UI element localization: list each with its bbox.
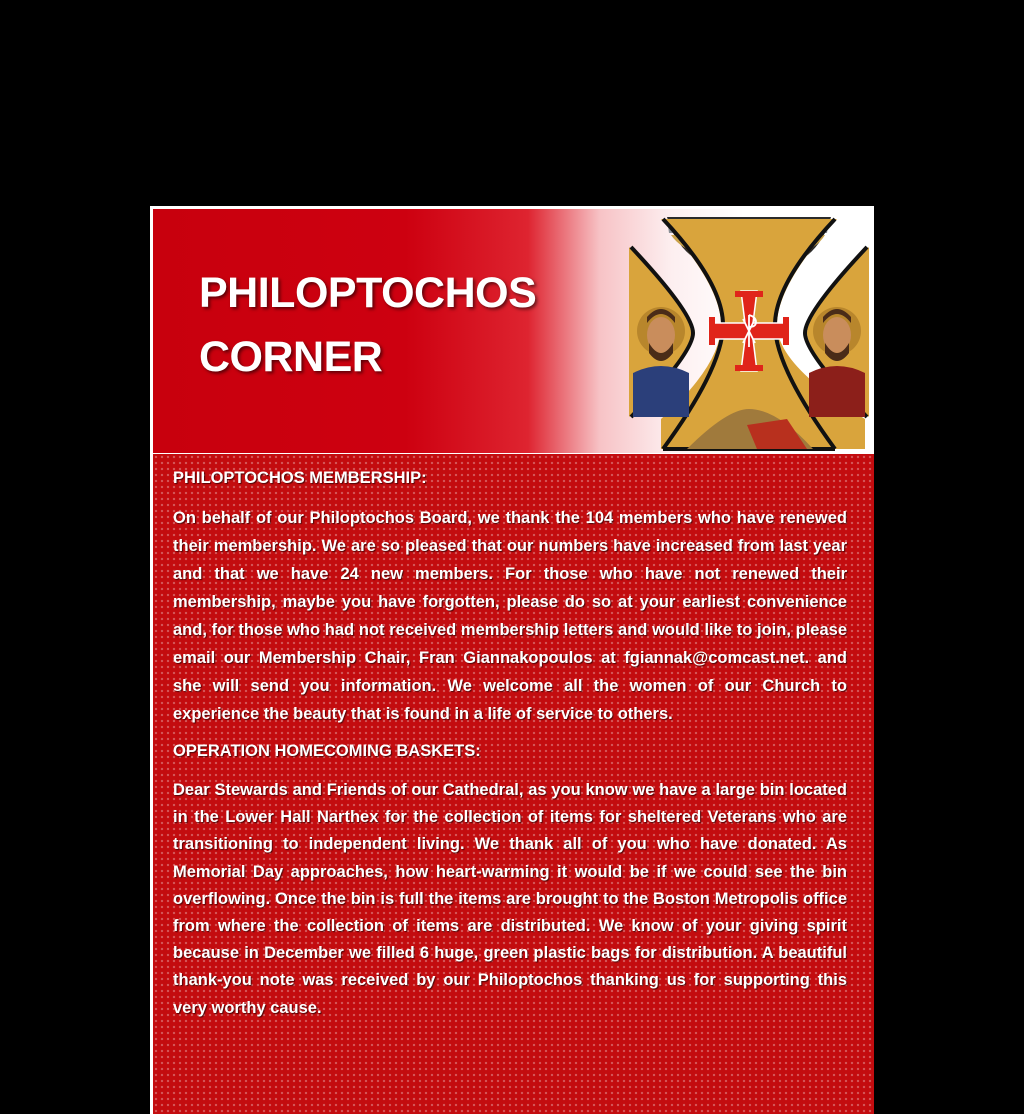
banner-title-line-2: CORNER [199,333,383,381]
byzantine-cross-icon [627,213,871,453]
section-heading-homecoming-baskets: OPERATION HOMECOMING BASKETS: [173,742,481,760]
banner-title [199,261,536,389]
banner [153,209,874,453]
banner-title-line-1: PHILOPTOCHOS [199,269,537,317]
newsletter-page [150,206,874,1114]
section-text-membership: On behalf of our Philoptochos Board, we thank the 104 members who have renewed their membership. We are so pleased that our numbers have increased from last year and that we have 24 new members. For those who have not renewed their membership, maybe you have forgotten, please do so at your earliest convenience and, for those who had not received membership letters and would like to join, please email our Membership Chair, Fran Giannakopoulos at fgiannak@comcast.net. and she will send you information. We welcome all the women of our Church to experience the beauty that is found in a life of service to others. [173,509,847,723]
article-body [153,454,874,1114]
section-text-homecoming-baskets: Dear Stewards and Friends of our Cathedral, as you know we have a large bin located in the Lower Hall Narthex for the collection of items for sheltered Veterans who are transitioning to independent living. We thank all of you who have donated. As Memorial Day approaches, how heart-warming it would be if we could see the bin overflowing. Once the bin is full the items are brought to the Boston Metropolis office from where the collection of items are distributed. We know of your giving spirit because in December we filled 6 huge, green plastic bags for distribution. A beautiful thank-you note was received by our Philoptochos thanking us for supporting this very worthy cause. [173,781,847,1017]
section-heading-membership: PHILOPTOCHOS MEMBERSHIP: [173,469,427,487]
